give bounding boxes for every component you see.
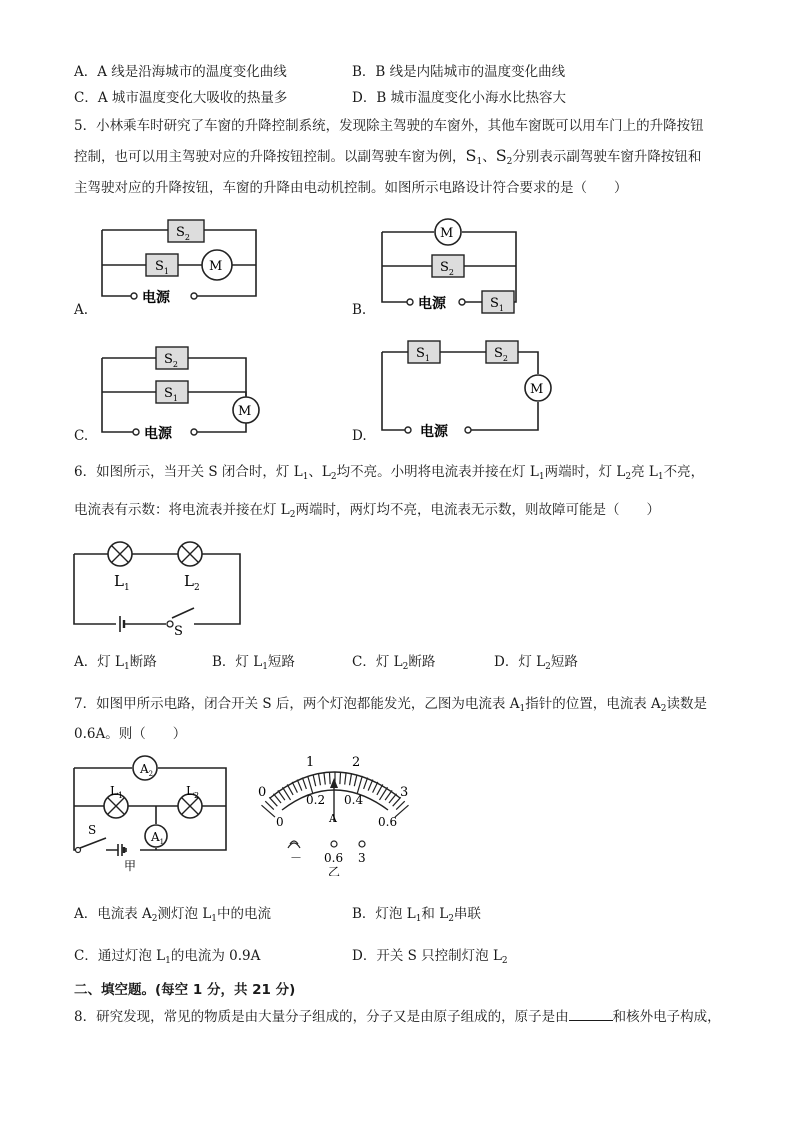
q7-stem-line1: 7．如图甲所示电路，闭合开关 S 后，两个灯泡都能发光，乙图为电流表 $A_1$指针的位置，电流表 $A_2$读数是 (74, 696, 707, 714)
q5-label-b: B. (352, 302, 367, 318)
q6-switch-label: S (174, 624, 183, 636)
dial-tick (265, 801, 274, 809)
q5-circuit-d (376, 336, 556, 442)
q7-scale-bottom-3: 0.6 (378, 815, 398, 829)
q4-option-a: A．A 线是沿海城市的温度变化曲线 (74, 64, 287, 80)
q7-scale-bottom-0: 0 (276, 815, 284, 829)
q6-lamp1-label: $L_1$ (114, 572, 130, 593)
dial-tick (261, 805, 275, 817)
section-2-title: 二、填空题。(每空 1 分，共 21 分) (74, 982, 296, 998)
q5b-source-label: 电源 (418, 296, 446, 312)
q7-ammeter-a1-icon (145, 825, 167, 847)
dial-tick (350, 773, 352, 785)
q5c-motor-label: M (238, 404, 252, 419)
q5c-source-label: 电源 (144, 426, 172, 442)
dial-tick (292, 782, 297, 793)
q6-lamp2-label: $L_2$ (184, 572, 200, 593)
q5a-source-label: 电源 (142, 290, 170, 306)
q7-figure-jia-label: 甲 (124, 859, 137, 873)
dial-tick (368, 780, 373, 791)
q7-scale-top-1: 1 (306, 755, 315, 770)
q4-option-c: C．A 城市温度变化大吸收的热量多 (74, 90, 288, 106)
q7-scale-bottom-2: 0.4 (344, 793, 364, 807)
q7-circuit-jia (66, 754, 236, 874)
q5-label-c: C. (74, 428, 89, 444)
q6-stem-line1: 6．如图所示，当开关 S 闭合时，灯 $L_1$、$L_2$均不亮。小明将电流表并接在灯 $L_1$两端时，灯 $L_2$亮 $L_1$不亮， (74, 464, 705, 482)
q7-scale-bottom-1: 0.2 (306, 793, 326, 807)
q5-circuit-c (96, 342, 266, 442)
q7-terminal-06: 0.6 (324, 851, 344, 865)
q5b-motor-label: M (440, 226, 454, 241)
dial-tick (389, 794, 397, 803)
svg-text:A2: $A_2$ (140, 762, 154, 778)
dial-tick (340, 772, 341, 784)
q8-blank-1[interactable] (569, 1006, 613, 1021)
q5a-motor-label: M (209, 259, 223, 274)
q6-lamp2-icon (178, 542, 202, 566)
dial-tick (377, 784, 383, 794)
q8-stem: 8．研究发现，常见的物质是由大量分子组成的，分子又是由原子组成的，原子是由 和核外电子构成， (74, 1006, 721, 1027)
dial-tick (308, 776, 313, 793)
q5-stem-line3: 主驾驶对应的升降按钮，车窗的升降由电动机控制。如图所示电路设计符合要求的是（ ） (74, 180, 628, 196)
svg-text:A1: $A_1$ (151, 830, 165, 846)
q7-terminal-minus: － (290, 851, 303, 865)
dial-tick (345, 773, 346, 785)
q7-terminal-icon (288, 841, 300, 848)
dial-tick (373, 782, 378, 793)
q6-option-b: B．灯 $L_1$短路 (212, 654, 295, 672)
q5-label-a: A. (74, 302, 89, 318)
dial-tick (269, 797, 277, 806)
dial-tick (364, 778, 368, 789)
dial-tick (357, 776, 362, 793)
q4-option-d: D．B 城市温度变化小海水比热容大 (352, 90, 567, 106)
q5c-switch1-label: $S_1$ (164, 386, 178, 403)
q5c-switch2-label: $S_2$ (164, 352, 178, 369)
dial-tick (385, 790, 392, 800)
q7-needle-label: A (329, 812, 337, 825)
q6-option-c: C．灯 $L_2$断路 (352, 654, 436, 672)
q7-option-c: C．通过灯泡 $L_1$的电流为 0.9A (74, 948, 261, 966)
dial-tick (278, 790, 285, 800)
dial-tick (313, 774, 316, 786)
q6-option-d: D．灯 $L_2$短路 (494, 654, 578, 672)
q7-lamp2-label: $L_2$ (186, 784, 200, 800)
q5d-motor-label: M (530, 382, 544, 397)
q5-label-d: D. (352, 428, 367, 444)
q6-option-a: A．灯 $L_1$断路 (74, 654, 157, 672)
q5d-source-label: 电源 (420, 424, 448, 440)
dial-tick (324, 773, 325, 785)
q5d-switch2-label: $S_2$ (494, 346, 508, 363)
q7-option-a: A．电流表 $A_2$测灯泡 $L_1$中的电流 (74, 906, 272, 924)
q4-option-b: B．B 线是内陆城市的温度变化曲线 (352, 64, 566, 80)
q5b-switch1-label: $S_1$ (490, 296, 504, 313)
dial-tick (287, 784, 293, 794)
q6-circuit (70, 536, 250, 636)
dial-tick (329, 772, 330, 784)
q5d-switch1-label: $S_1$ (416, 346, 430, 363)
q5-stem-line1: 5．小林乘车时研究了车窗的升降控制系统，发现除主驾驶的车窗外，其他车窗既可以用车门上的升降按钮 (74, 118, 704, 134)
q7-scale-top-0: 0 (258, 785, 267, 800)
q5a-switch2-label: $S_2$ (176, 225, 190, 242)
q7-scale-top-2: 2 (352, 755, 361, 770)
q7-option-b: B．灯泡 $L_1$和 $L_2$串联 (352, 906, 481, 924)
q5b-switch2-label: $S_2$ (440, 260, 454, 277)
dial-tick (297, 780, 302, 791)
q5-circuit-b (376, 216, 526, 316)
q7-switch-label: S (88, 823, 97, 837)
q7-needle-arrow-icon (330, 778, 338, 788)
q7-lamp1-label: $L_1$ (110, 784, 124, 800)
q7-scale-top-3: 3 (400, 785, 409, 800)
dial-tick (302, 778, 306, 789)
q5-stem-line2: 控制，也可以用主驾驶对应的升降按钮控制。以副驾驶车窗为例，$S_1$、$S_2$分别表示副驾驶车窗升降按钮和 (74, 146, 702, 167)
q5-circuit-a (96, 210, 266, 310)
q5a-switch1-label: $S_1$ (155, 259, 169, 276)
dial-tick (396, 801, 405, 809)
q6-lamp1-icon (108, 542, 132, 566)
dial-tick (318, 773, 320, 785)
q7-figure-yi-label: 乙 (328, 865, 341, 876)
q7-option-d: D．开关 S 只控制灯泡 $L_2$ (352, 948, 508, 966)
q6-stem-line2: 电流表有示数：将电流表并接在灯 $L_2$两端时，两灯均不亮，电流表无示数，则故障可能是（ ） (74, 502, 660, 520)
q7-terminal-3: 3 (358, 851, 366, 865)
dial-tick (273, 794, 281, 803)
q7-dial-yi (252, 752, 422, 876)
q7-stem-line2: 0.6A。则（ ） (74, 726, 187, 742)
q7-ammeter-a2-icon (133, 756, 157, 780)
dial-tick (354, 774, 357, 786)
